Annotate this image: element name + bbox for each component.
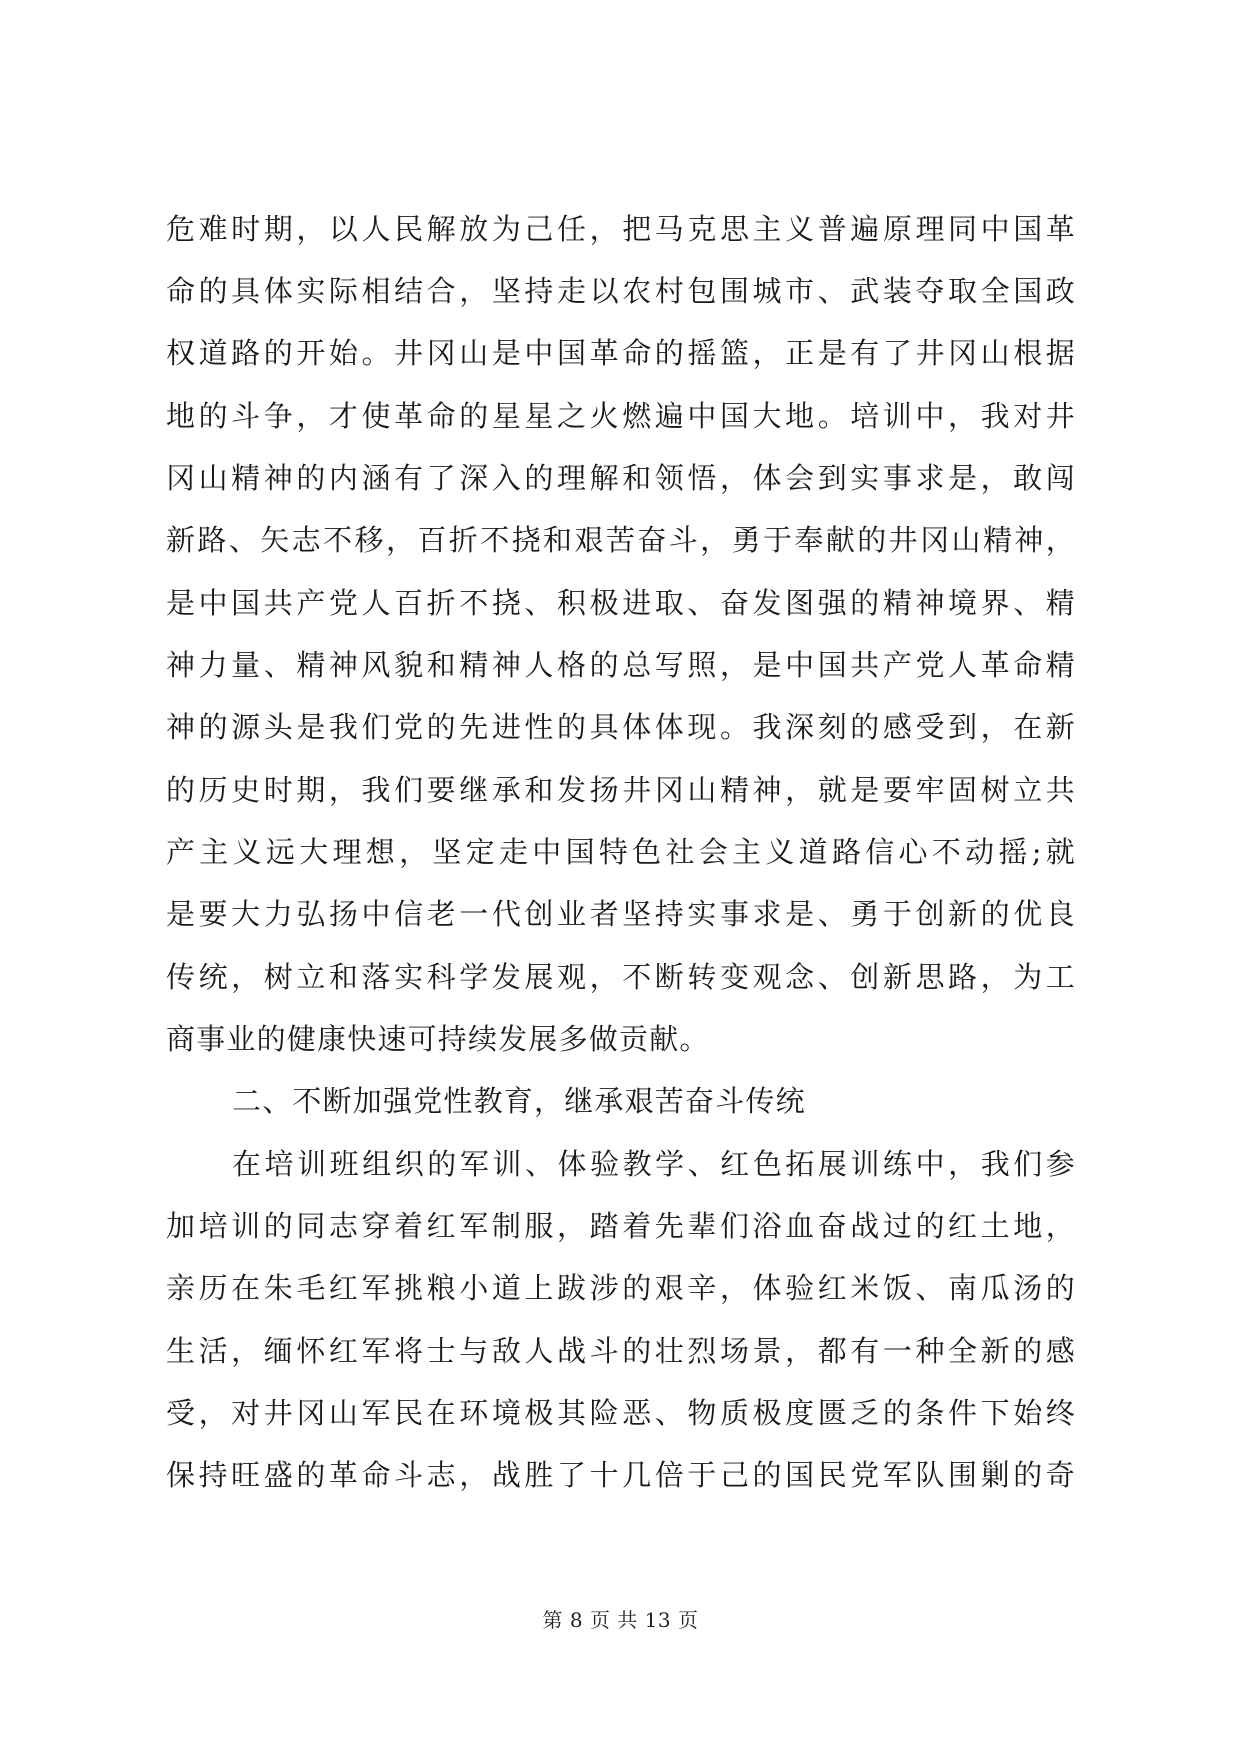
body-text-line: 保持旺盛的革命斗志，战胜了十几倍于己的国民党军队围剿的奇 [166, 1458, 1076, 1492]
body-text-line: 新路、矢志不移，百折不挠和艰苦奋斗，勇于奉献的井冈山精神， [166, 523, 1076, 557]
body-text-line: 加培训的同志穿着红军制服，踏着先辈们浴血奋战过的红土地， [166, 1209, 1076, 1243]
body-text-line: 生活，缅怀红军将士与敌人战斗的壮烈场景，都有一种全新的感 [166, 1334, 1076, 1368]
body-text-line: 传统，树立和落实科学发展观，不断转变观念、创新思路，为工 [166, 960, 1076, 994]
body-text-line: 冈山精神的内涵有了深入的理解和领悟，体会到实事求是，敢闯 [166, 461, 1076, 495]
body-text-line: 神力量、精神风貌和精神人格的总写照，是中国共产党人革命精 [166, 648, 1076, 682]
body-text-line: 权道路的开始。井冈山是中国革命的摇篮，正是有了井冈山根据 [166, 336, 1076, 370]
body-text-line: 商事业的健康快速可持续发展多做贡献。 [166, 1022, 710, 1056]
body-text-line: 亲历在朱毛红军挑粮小道上跋涉的艰辛，体验红米饭、南瓜汤的 [166, 1271, 1076, 1305]
body-text-line: 产主义远大理想，坚定走中国特色社会主义道路信心不动摇;就 [166, 835, 1076, 869]
body-text-line: 在培训班组织的军训、体验教学、红色拓展训练中，我们参 [232, 1147, 1076, 1181]
body-text-line: 神的源头是我们党的先进性的具体体现。我深刻的感受到，在新 [166, 710, 1076, 744]
body-text-line: 受，对井冈山军民在环境极其险恶、物质极度匮乏的条件下始终 [166, 1396, 1076, 1430]
section-heading: 二、不断加强党性教育，继承艰苦奋斗传统 [232, 1084, 806, 1118]
body-text-line: 是中国共产党人百折不挠、积极进取、奋发图强的精神境界、精 [166, 586, 1076, 620]
body-text-line: 地的斗争，才使革命的星星之火燃遍中国大地。培训中，我对井 [166, 399, 1076, 433]
body-text-line: 命的具体实际相结合，坚持走以农村包围城市、武装夺取全国政 [166, 274, 1076, 308]
body-text-line: 是要大力弘扬中信老一代创业者坚持实事求是、勇于创新的优良 [166, 897, 1076, 931]
body-text-line: 危难时期，以人民解放为己任，把马克思主义普遍原理同中国革 [166, 212, 1076, 246]
body-text-line: 的历史时期，我们要继承和发扬井冈山精神，就是要牢固树立共 [166, 773, 1076, 807]
page-footer: 第 8 页 共 13 页 [542, 1608, 699, 1632]
